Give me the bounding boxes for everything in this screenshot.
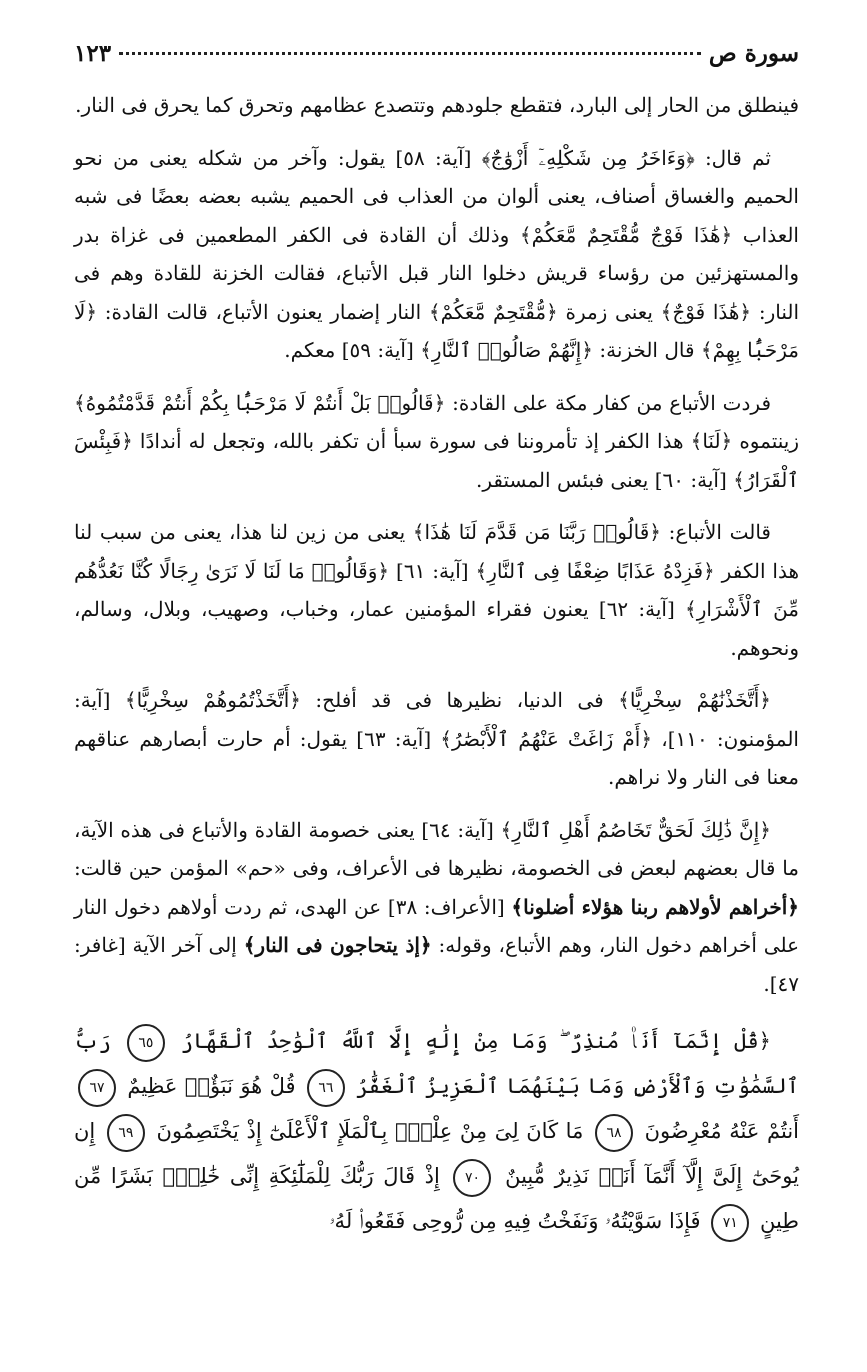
paragraph-text: ﴿إِنَّ ذَٰلِكَ لَحَقٌّ تَخَاصُمُ أَهْلِ ٱلنَّارِ﴾ [آية: ٦٤] يعنى خصومة القادة والأتباع فى هذه الآية، ما قال بعضهم لبعض فى الخصومة، نظيرها فى الأعراف، وفى «حم» المؤمن حين قالت: xyxy=(74,817,799,880)
paragraph xyxy=(74,811,799,1004)
bold-quote: ﴿أخراهم لأولاهم ربنا هؤلاء أضلونا﴾ xyxy=(511,894,800,919)
ayah-number-marker: ٦٥ xyxy=(127,1024,165,1062)
quran-verse: إِن يُوحَىٰٓ إِلَىَّ إِلَّآ أَنَّمَآ أَنَا۠ نَذِيرٌ مُّبِينٌ xyxy=(74,1119,799,1188)
quran-verse: فَإِذَا سَوَّيْتُهُۥ وَنَفَخْتُ فِيهِ مِن رُّوحِى فَقَعُوا۟ لَهُۥ xyxy=(329,1209,701,1233)
paragraph-text: إلى آخر الآية [غافر: ٤٧]. xyxy=(74,933,799,996)
surah-title: سورة ص xyxy=(708,40,799,67)
bold-quote: ﴿إذ يتحاجون فى النار﴾ xyxy=(243,933,432,957)
header-dot-leader xyxy=(119,52,701,55)
paragraph: فردت الأتباع من كفار مكة على القادة: ﴿قَالُوا۟ بَلْ أَنتُمْ لَا مَرْحَبًۢا بِكُمْ أَنتُمْ قَدَّمْتُمُوهُ﴾ زينتموه ﴿لَنَا﴾ هذا الكفر إذ تأمروننا فى سورة سبأ أن تكفر بالله، وتجعل له أندادًا ﴿فَبِئْسَ ٱلْقَرَارُ﴾ [آية: ٦٠] يعنى فبئس المستقر. xyxy=(74,390,799,492)
page-number: ١٢٣ xyxy=(74,40,112,67)
ayah-number-marker: ٧١ xyxy=(711,1204,749,1242)
paragraph: قالت الأتباع: ﴿قَالُوا۟ رَبَّنَا مَن قَدَّمَ لَنَا هَٰذَا﴾ يعنى من زين لنا هذا، يعنى من سبب لنا هذا الكفر ﴿فَزِدْهُ عَذَابًا ضِعْفًا فِى ٱلنَّارِ﴾ [آية: ٦١] ﴿وَقَالُوا۟ مَا لَنَا لَا نَرَىٰ رِجَالًا كُنَّا نَعُدُّهُم مِّنَ ٱلْأَشْرَارِ﴾ [آية: ٦٢] يعنون فقراء المؤمنين عمار، وخباب، وصهيب، وبلال، وسالم، ونحوهم. xyxy=(74,520,800,660)
quran-verse: مَا كَانَ لِىَ مِنْ عِلْمٍۭ بِٱلْمَلَإِ ٱلْأَعْلَىٰٓ إِذْ يَخْتَصِمُونَ xyxy=(156,1119,584,1143)
ayah-number-marker: ٧٠ xyxy=(453,1159,491,1197)
ayah-number-marker: ٦٦ xyxy=(307,1069,345,1107)
quran-verse: إِذْ قَالَ رَبُّكَ لِلْمَلَٰٓئِكَةِ إِنِّى خَٰلِقٌۢ بَشَرًا مِّن طِينٍ xyxy=(74,1164,799,1233)
quran-verse: قُلْ هُوَ نَبَؤٌا۟ عَظِيمٌ xyxy=(127,1074,296,1098)
page-header xyxy=(74,40,799,86)
paragraph: ﴿أَتَّخَذْنَٰهُمْ سِخْرِيًّا﴾ فى الدنيا، نظيرها فى قد أفلح: ﴿أَتَّخَذْتُمُوهُمْ سِخْرِيًّا﴾ [آية: المؤمنون: ١١٠]، ﴿أَمْ زَاغَتْ عَنْهُمُ ٱلْأَبْصَٰرُ﴾ [آية: ٦٣] يقول: أم حارت أبصارهم عناقهم معنا فى النار ولا نراهم. xyxy=(74,688,799,789)
paragraph-text: [الأعراف: ٣٨] عن الهدى، ثم ردت أولاهم دخول النار على أخراهم دخول النار، وهم الأتباع، وقوله: xyxy=(74,894,800,957)
ayah-number-marker: ٦٨ xyxy=(595,1114,633,1152)
ayah-number-marker: ٦٩ xyxy=(107,1114,145,1152)
quran-verse: أَنتُمْ عَنْهُ مُعْرِضُونَ xyxy=(644,1119,800,1143)
paragraph: فينطلق من الحار إلى البارد، فتقطع جلودهم وتتصدع عظامهم وتحرق كما يحرق فى النار. xyxy=(75,93,799,117)
paragraph: ثم قال: ﴿وَءَاخَرُ مِن شَكْلِهِۦٓ أَزْوَٰجٌ﴾ [آية: ٥٨] يقول: وآخر من شكله يعنى من نحو الحميم والغساق أصناف، يعنى ألوان من العذاب فى الحميم يشبه بعضه بعضًا فى شبه العذاب ﴿هَٰذَا فَوْجٌ مُّقْتَحِمٌ مَّعَكُمْ﴾ وذلك أن القادة فى الكفر المطعمين فى غزاة بدر والمستهزئين من رؤساء قريش دخلوا النار قبل الأتباع، فقالت الخزنة للقادة وهم فى النار: ﴿هَٰذَا فَوْجٌ﴾ يعنى زمرة ﴿مُّقْتَحِمٌ مَّعَكُمْ﴾ النار إضمار يعنون الأتباع، قالت القادة: ﴿لَا مَرْحَبًۢا بِهِمْ﴾ قال الخزنة: ﴿إِنَّهُمْ صَالُوا۟ ٱلنَّارِ﴾ [آية: ٥٩] معكم. xyxy=(74,145,800,362)
quran-verses-block xyxy=(74,1019,799,1244)
quran-verse: رَبُّ ٱلسَّمَٰوَٰتِ وَٱلْأَرْضِ وَمَا بَيْنَهُمَا ٱلْعَزِيزُ ٱلْغَفَّٰرُ xyxy=(74,1029,799,1098)
ayah-number-marker: ٦٧ xyxy=(78,1069,116,1107)
quran-verse: ﴿قُلْ إِنَّمَآ أَنَا۠ مُنذِرٌ ۖ وَمَا مِنْ إِلَٰهٍ إِلَّا ٱللَّهُ ٱلْوَٰحِدُ ٱلْقَهَّارُ xyxy=(180,1029,771,1053)
